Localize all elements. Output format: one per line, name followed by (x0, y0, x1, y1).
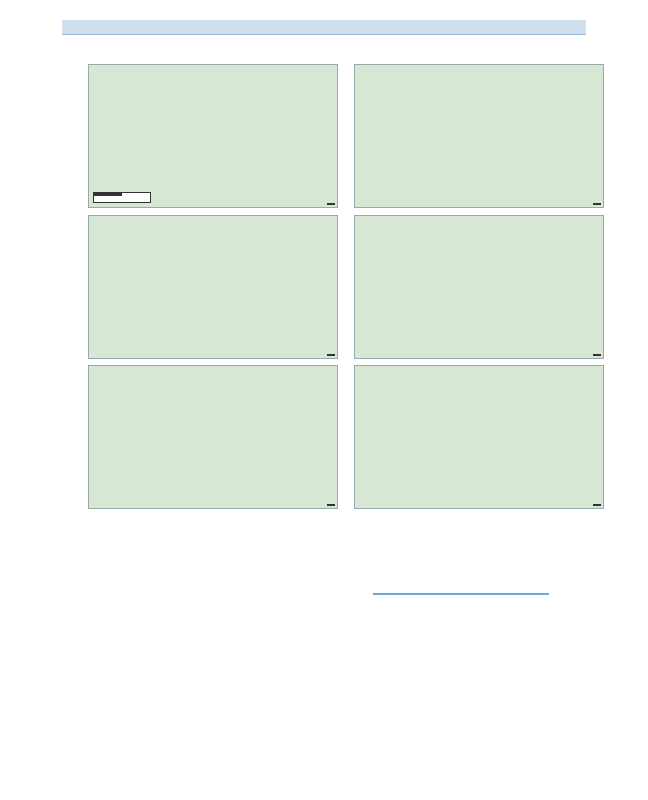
seismic-panel-depth-200ms (354, 365, 604, 509)
seismic-image (355, 216, 603, 358)
seismic-panel-depth-100ms (88, 365, 338, 509)
panel-label (327, 504, 335, 506)
seismic-panel-depth-50ms (354, 215, 604, 359)
seismic-image (355, 366, 603, 508)
panel-label (593, 203, 601, 205)
panel-label (593, 504, 601, 506)
seismic-image (355, 65, 603, 207)
section-rule (373, 593, 549, 595)
header-bar (62, 20, 586, 34)
seismic-panel-stack-section (88, 64, 338, 208)
panel-label (327, 354, 335, 356)
header-rule (62, 34, 586, 35)
seismic-image (89, 216, 337, 358)
seismic-panel-depth-10ms (88, 215, 338, 359)
panel-label (327, 203, 335, 205)
figure-caption (62, 518, 586, 530)
seismic-panel-depth-1ms (354, 64, 604, 208)
seismic-image (89, 366, 337, 508)
figure-11-21 (62, 62, 588, 514)
body-text-right-column (333, 589, 588, 609)
scale-bar (93, 192, 151, 203)
panel-label (593, 354, 601, 356)
seismic-image (89, 65, 337, 207)
